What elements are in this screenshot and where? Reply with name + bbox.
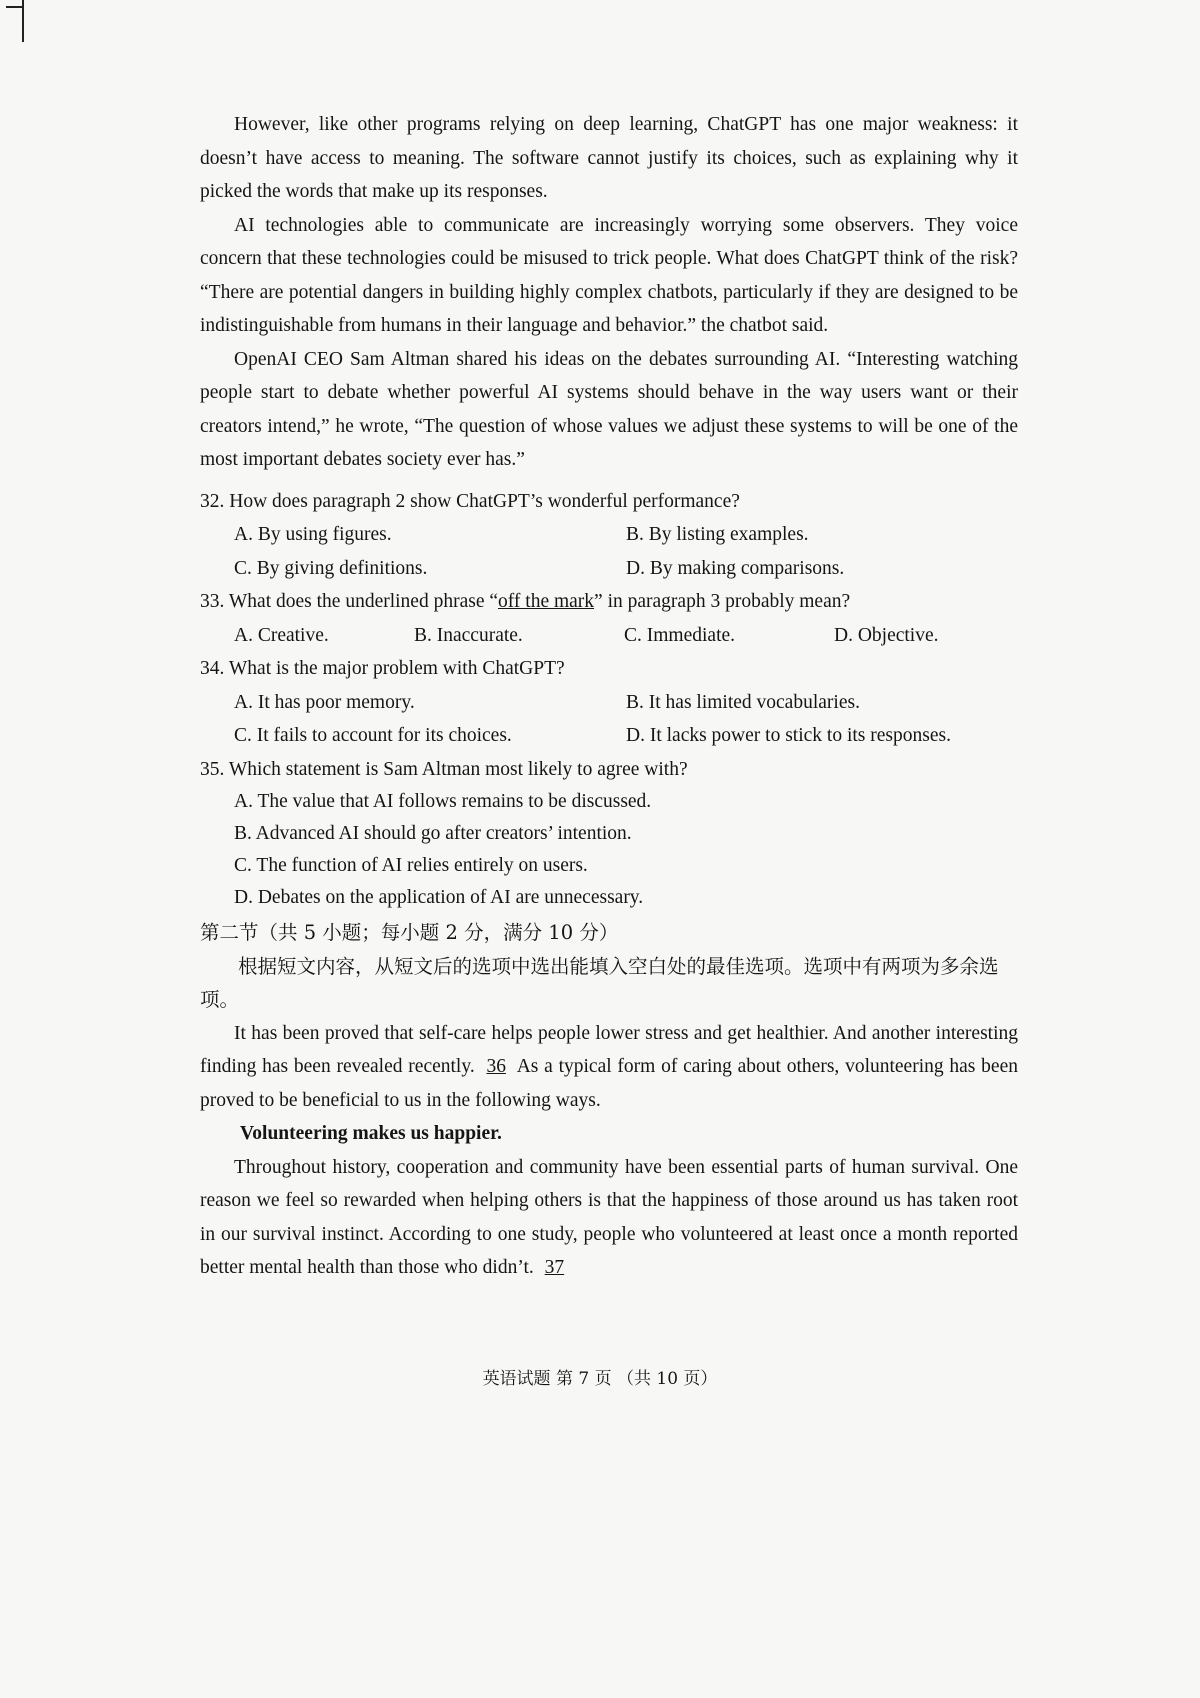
option-d: D. Debates on the application of AI are unnecessary. xyxy=(234,887,644,908)
section-heading: 第二节（共 5 小题；每小题 2 分，满分 10 分） xyxy=(200,921,619,944)
passage-paragraph: OpenAI CEO Sam Altman shared his ideas on the debates surrounding AI. “Interesting watching people start to debate whether powerful AI systems should behave in the way users want or their creators intend,” he wrote, “The question of whose values we adjust these systems to will be one of the most important debates society ever has.” xyxy=(200,348,1018,470)
option-d: D. By making comparisons. xyxy=(626,557,845,579)
passage-paragraph: AI technologies able to communicate are increasingly worrying some observers. They voice concern that these technologies could be misused to trick people. What does ChatGPT think of the risk? “There are potential dangers in building highly complex chatbots, particularly if they are designed to be indistinguishable from humans in their language and behavior.” the chatbot said. xyxy=(200,214,1018,336)
question-34 xyxy=(200,652,1018,753)
option-a: A. It has poor memory. xyxy=(234,691,415,713)
question-33 xyxy=(200,585,1018,652)
option-d: D. Objective. xyxy=(834,624,939,646)
option-b: B. By listing examples. xyxy=(626,524,809,545)
option-a: A. The value that AI follows remains to be discussed. xyxy=(234,791,652,812)
cloze-paragraph: It has been proved that self-care helps people lower stress and get healthier. And another interesting finding has been revealed recently. 36 As a typical form of caring about others, volunteering has been proved to be beneficial to us in the following ways. xyxy=(200,1022,1018,1111)
page-corner-mark xyxy=(6,6,24,8)
option-c: C. The function of AI relies entirely on users. xyxy=(234,855,588,876)
question-list xyxy=(200,485,1018,915)
question-stem: 34. What is the major problem with ChatGPT? xyxy=(200,658,565,679)
cloze-subheading: Volunteering makes us happier. xyxy=(240,1123,502,1144)
blank-37: 37 xyxy=(544,1257,565,1278)
section-instruction: 根据短文内容，从短文后的选项中选出能填入空白处的最佳选项。选项中有两项为多余选项。 xyxy=(200,954,999,1011)
option-b: B. Inaccurate. xyxy=(414,624,523,646)
cloze-paragraph: Throughout history, cooperation and community have been essential parts of human survival. One reason we feel so rewarded when helping others is that the happiness of those around us has taken root in our survival instinct. According to one study, people who volunteered at least once a month reported better mental health than those who didn’t. 37 xyxy=(200,1156,1018,1278)
option-c: C. It fails to account for its choices. xyxy=(234,725,512,746)
option-b: B. Advanced AI should go after creators’ intention. xyxy=(234,823,632,844)
question-stem: 33. What does the underlined phrase “off the mark” in paragraph 3 probably mean? xyxy=(200,591,851,612)
option-d: D. It lacks power to stick to its responses. xyxy=(626,725,951,746)
exam-page-content xyxy=(200,108,1018,1285)
question-35 xyxy=(200,753,1018,915)
question-stem: 35. Which statement is Sam Altman most likely to agree with? xyxy=(200,758,688,780)
option-c: C. Immediate. xyxy=(624,624,736,646)
passage-paragraph: However, like other programs relying on deep learning, ChatGPT has one major weakness: it doesn’t have access to meaning. The software cannot justify its choices, such as explaining why it picked the words that make up its responses. xyxy=(200,114,1018,202)
question-stem: 32. How does paragraph 2 show ChatGPT’s wonderful performance? xyxy=(200,490,740,512)
option-a: A. By using figures. xyxy=(234,524,392,545)
question-32 xyxy=(200,485,1018,586)
option-a: A. Creative. xyxy=(234,624,329,646)
option-c: C. By giving definitions. xyxy=(234,557,428,579)
page-footer: 英语试题 第 7 页 （共 10 页） xyxy=(482,1369,718,1389)
underlined-phrase: off the mark xyxy=(498,591,595,612)
option-b: B. It has limited vocabularies. xyxy=(626,691,860,713)
blank-36: 36 xyxy=(486,1056,506,1077)
